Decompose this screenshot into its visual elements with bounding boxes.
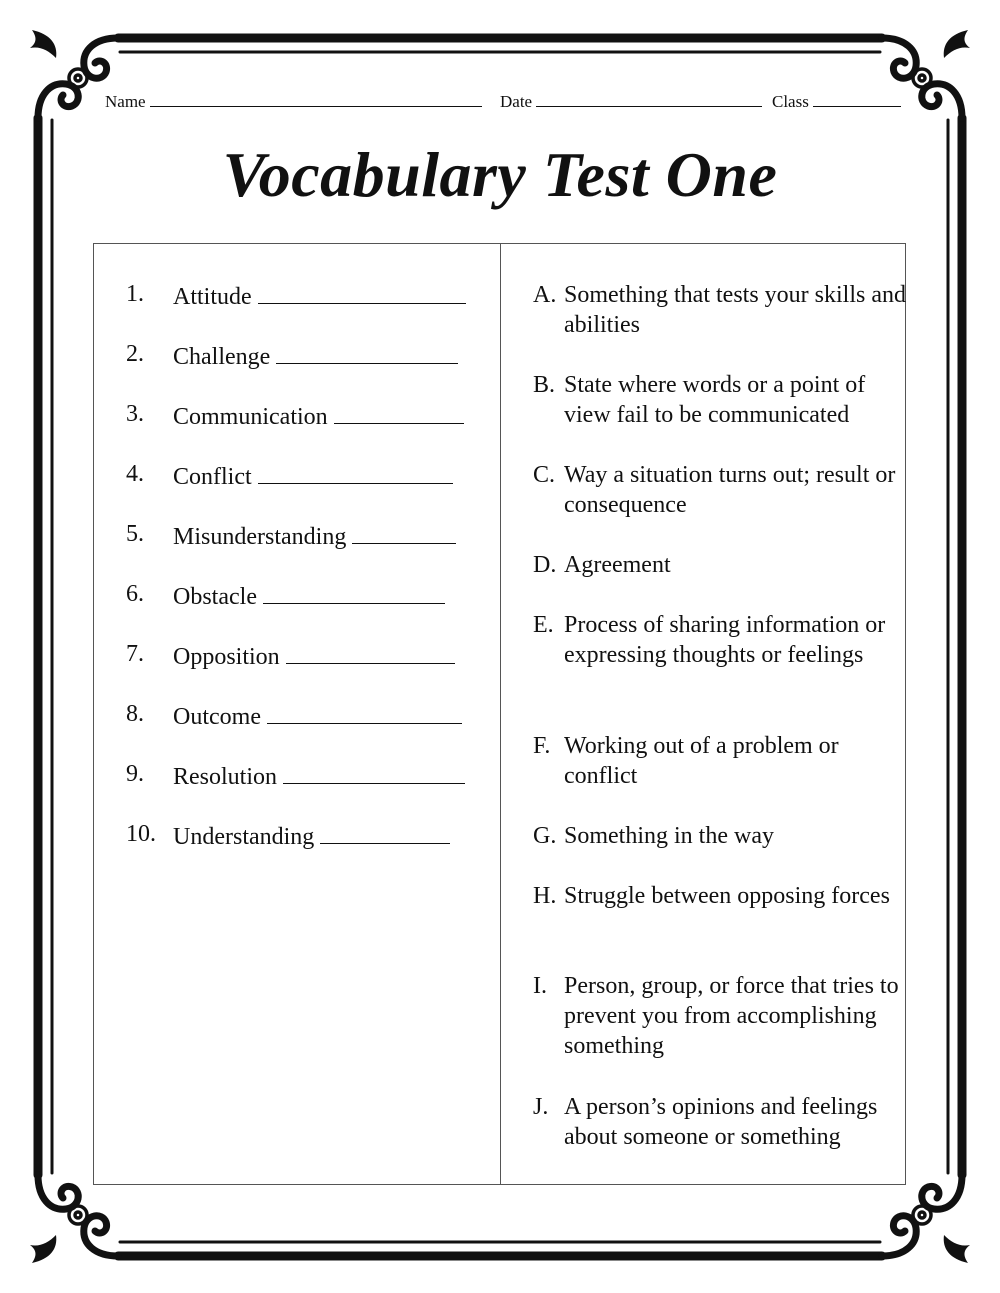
term-word: Challenge <box>173 344 271 370</box>
definition-text: Way a situation turns out; result or consequence <box>564 462 896 519</box>
answer-blank[interactable] <box>286 641 455 664</box>
definition-text: A person’s opinions and feelings about someone or something <box>564 1094 878 1151</box>
term-word: Opposition <box>173 644 280 670</box>
answer-blank[interactable] <box>258 461 453 484</box>
term-number: 9. <box>126 761 144 787</box>
definition-letter: E. <box>533 612 554 638</box>
term-number: 4. <box>126 461 144 487</box>
term-word: Resolution <box>173 764 278 790</box>
definition-text: Process of sharing information or expressing thoughts or feelings <box>564 612 886 669</box>
definition-text: Person, group, or force that tries to prevent you from accomplishing something <box>564 973 899 1060</box>
definition-text: Working out of a problem or conflict <box>564 733 839 790</box>
definition-letter: D. <box>533 552 557 578</box>
answer-blank[interactable] <box>283 761 465 784</box>
term-word: Misunderstanding <box>173 524 347 550</box>
term-number: 5. <box>126 521 144 547</box>
definition-letter: J. <box>533 1094 549 1120</box>
term-word: Outcome <box>173 704 261 730</box>
term-number: 6. <box>126 581 144 607</box>
name-field[interactable] <box>105 92 482 112</box>
class-field[interactable] <box>772 92 901 112</box>
definition-letter: F. <box>533 733 551 759</box>
definition-letter: I. <box>533 973 547 999</box>
definition-letter: G. <box>533 823 557 849</box>
class-blank[interactable] <box>813 92 901 107</box>
term-word: Obstacle <box>173 584 257 610</box>
date-label: Date <box>500 92 533 111</box>
definition-text: Struggle between opposing forces <box>564 883 890 909</box>
date-field[interactable] <box>500 92 762 112</box>
term-number: 10. <box>126 821 156 847</box>
term-number: 2. <box>126 341 144 367</box>
column-divider <box>500 244 501 1184</box>
class-label: Class <box>772 92 809 111</box>
definition-letter: C. <box>533 462 556 488</box>
term-word: Understanding <box>173 824 315 850</box>
term-number: 8. <box>126 701 144 727</box>
page-title: Vocabulary Test One <box>222 139 778 210</box>
term-number: 7. <box>126 641 144 667</box>
name-label: Name <box>105 92 146 111</box>
term-word: Attitude <box>173 284 252 310</box>
definition-letter: B. <box>533 372 556 398</box>
answer-blank[interactable] <box>276 341 458 364</box>
definition-text: State where words or a point of view fail to be communicated <box>564 372 866 429</box>
date-blank[interactable] <box>536 92 762 107</box>
definition-text: Something in the way <box>564 823 774 849</box>
answer-blank[interactable] <box>334 401 464 424</box>
definition-letter: A. <box>533 282 557 308</box>
name-blank[interactable] <box>150 92 482 107</box>
answer-blank[interactable] <box>263 581 445 604</box>
term-number: 1. <box>126 281 144 307</box>
answer-blank[interactable] <box>320 821 450 844</box>
term-word: Conflict <box>173 464 252 490</box>
term-number: 3. <box>126 401 144 427</box>
answer-blank[interactable] <box>352 521 456 544</box>
definition-text: Agreement <box>564 552 671 578</box>
definition-text: Something that tests your skills and abilities <box>564 282 906 339</box>
answer-blank[interactable] <box>267 701 462 724</box>
term-word: Communication <box>173 404 328 430</box>
definition-letter: H. <box>533 883 557 909</box>
answer-blank[interactable] <box>258 281 466 304</box>
